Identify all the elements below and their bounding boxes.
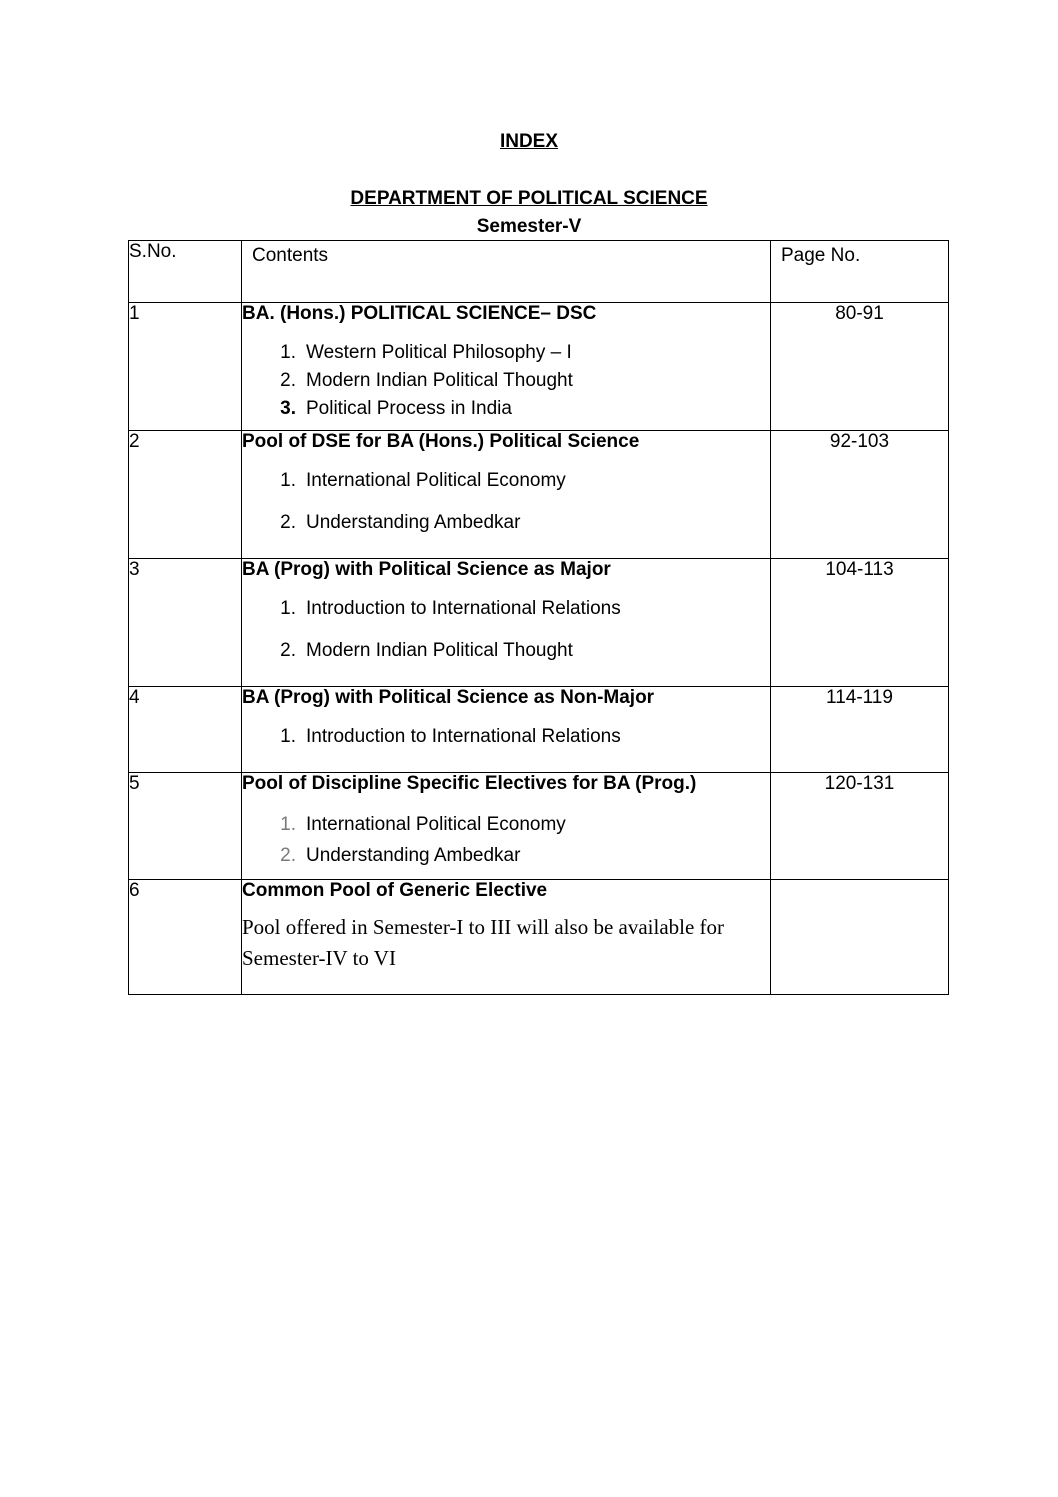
item-number: 1. [280,470,296,491]
list-item [266,367,770,395]
department-heading: DEPARTMENT OF POLITICAL SCIENCE [350,188,708,209]
col-header-page: Page No. [771,241,949,303]
table-row [129,559,949,687]
table-row [129,880,949,995]
list-item [266,637,770,665]
row-contents [242,431,771,559]
item-text: Understanding Ambedkar [306,512,521,533]
list-item [266,395,770,423]
row-sno: 2 [129,431,242,559]
col-header-sno: S.No. [129,241,242,303]
course-list [242,339,770,423]
row-page-range: 92-103 [771,431,949,559]
item-number: 2. [280,845,296,866]
item-text: Introduction to International Relations [306,726,621,747]
list-item [266,840,770,871]
row-page-range: 114-119 [771,687,949,773]
item-text: Understanding Ambedkar [306,845,521,866]
item-text: International Political Economy [306,814,566,835]
list-item [266,723,770,751]
row-note: Pool offered in Semester-I to III will also be available for Semester-IV to VI [242,915,725,970]
list-item [266,467,770,495]
list-item [266,339,770,367]
semester-heading: Semester-V [476,216,582,237]
item-number: 3. [280,398,296,419]
table-row [129,773,949,880]
row-page-range: 120-131 [771,773,949,880]
row-title: Common Pool of Generic Elective [242,880,548,901]
item-text: Modern Indian Political Thought [306,640,573,661]
row-contents [242,687,771,773]
item-number: 1. [280,342,296,363]
row-title: Pool of Discipline Specific Electives for BA (Prog.) [242,773,697,794]
item-number: 2. [280,640,296,661]
row-contents [242,880,771,995]
item-number: 2. [280,512,296,533]
item-number: 2. [280,370,296,391]
course-list [242,723,770,751]
row-sno: 4 [129,687,242,773]
item-number: 1. [280,598,296,619]
list-item [266,509,770,537]
course-list [242,467,770,537]
index-heading: INDEX [499,131,559,152]
row-sno: 1 [129,303,242,431]
table-row [129,687,949,773]
row-page-range: 80-91 [771,303,949,431]
index-table [128,240,949,995]
row-title: BA (Prog) with Political Science as Major [242,559,611,580]
row-title: BA (Prog) with Political Science as Non-Major [242,687,655,708]
row-page-range: 104-113 [771,559,949,687]
row-sno: 5 [129,773,242,880]
row-page-range [771,880,949,995]
row-sno: 3 [129,559,242,687]
course-list [242,595,770,665]
list-item [266,809,770,840]
row-contents [242,773,771,880]
item-text: Introduction to International Relations [306,598,621,619]
course-list [242,809,770,871]
item-number: 1. [280,726,296,747]
table-row [129,431,949,559]
row-title: Pool of DSE for BA (Hons.) Political Science [242,431,640,452]
table-header-row [129,241,949,303]
item-text: Western Political Philosophy – I [306,342,572,363]
row-contents [242,303,771,431]
item-text: Modern Indian Political Thought [306,370,573,391]
item-text: Political Process in India [306,398,512,419]
item-number: 1. [280,814,296,835]
item-text: International Political Economy [306,470,566,491]
list-item [266,595,770,623]
table-row [129,303,949,431]
row-title: BA. (Hons.) POLITICAL SCIENCE– DSC [242,303,597,324]
row-sno: 6 [129,880,242,995]
col-header-contents: Contents [242,241,771,303]
row-contents [242,559,771,687]
